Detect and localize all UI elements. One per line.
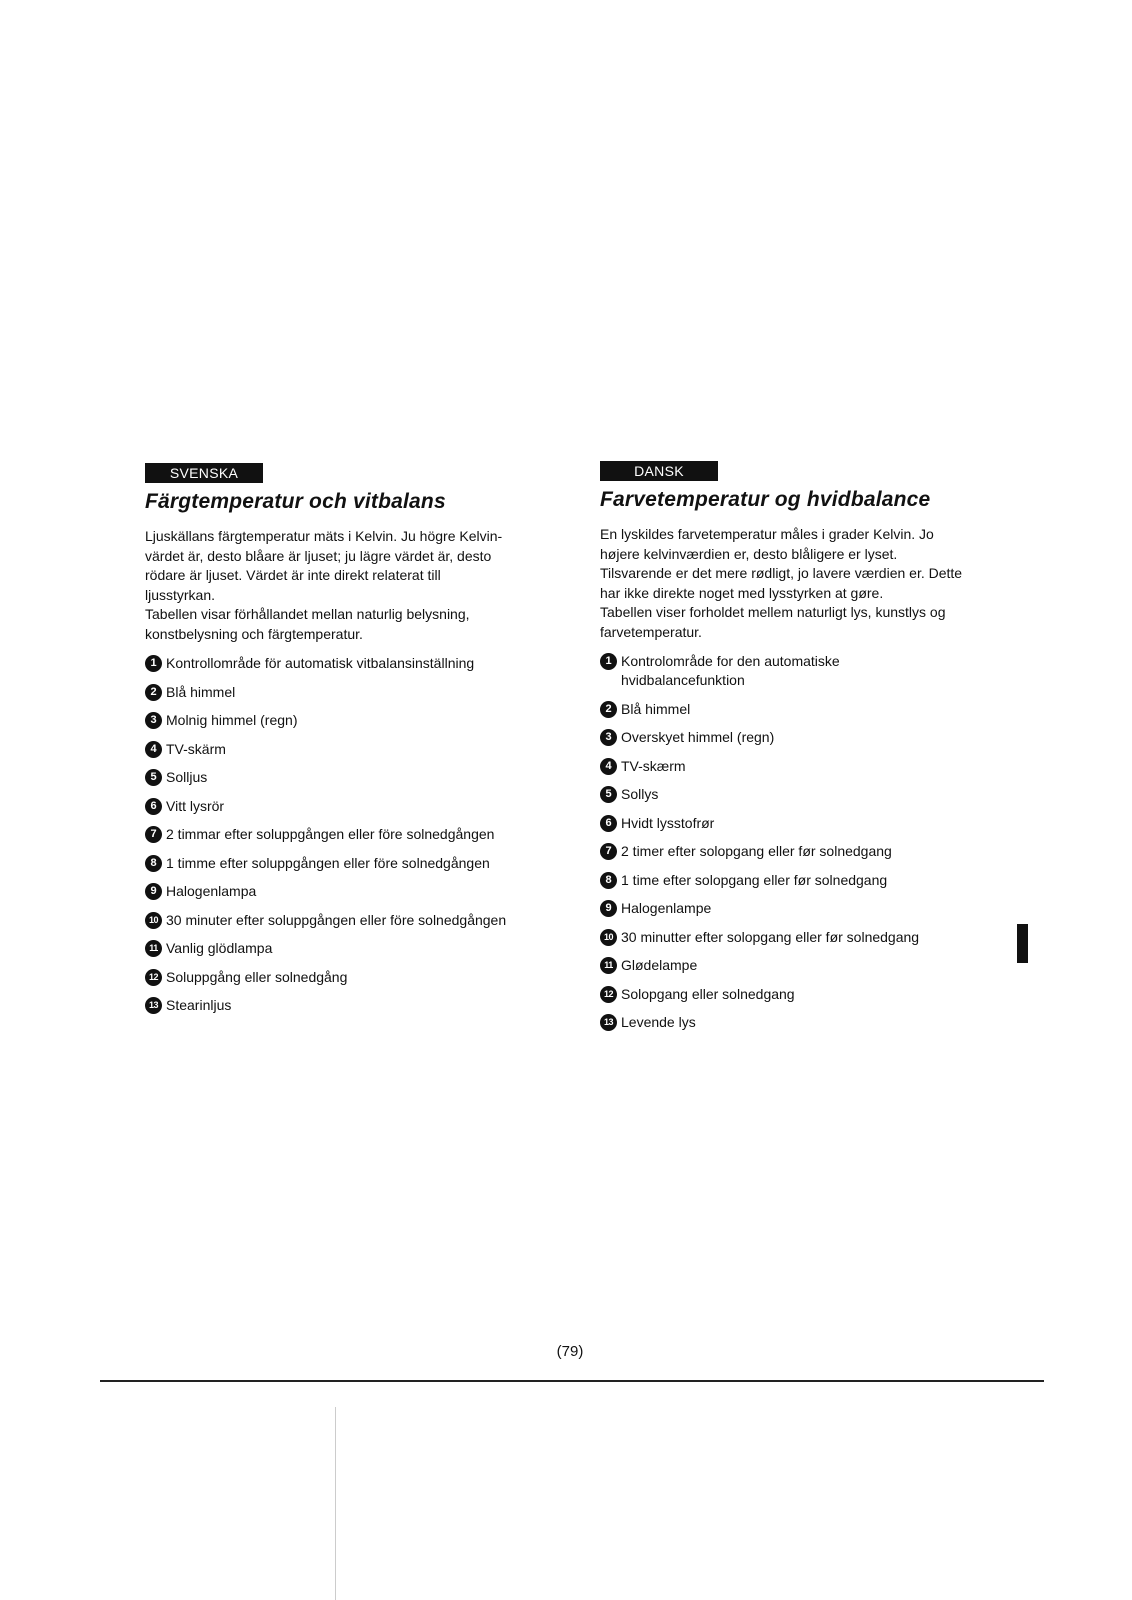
intro-line: højere kelvinværdien er, desto blåligere er lyset. bbox=[600, 545, 898, 562]
intro-line: Tabellen visar förhållandet mellan naturlig belysning, bbox=[145, 606, 470, 622]
dansk-column bbox=[600, 461, 1010, 1042]
number-badge: 2 bbox=[600, 701, 617, 718]
list-item-text: Overskyet himmel (regn) bbox=[621, 729, 775, 745]
intro-line: Tilsvarende er det mere rødligt, jo lavere værdien er. Dette bbox=[600, 565, 963, 581]
list-item bbox=[145, 968, 545, 987]
list-item-text: Soluppgång eller solnedgång bbox=[166, 968, 348, 985]
list-item bbox=[145, 911, 545, 930]
list-item-text: TV-skärm bbox=[166, 740, 226, 757]
list-item bbox=[145, 825, 545, 844]
footer-rule bbox=[100, 1380, 1044, 1382]
intro-line: En lyskildes farvetemperatur måles i grader Kelvin. Jo bbox=[600, 526, 934, 542]
list-item-text: 1 time efter solopgang eller før solnedgang bbox=[621, 871, 888, 888]
svenska-column bbox=[145, 463, 545, 1025]
list-item-text: Sollys bbox=[621, 786, 659, 802]
intro-line: Ljuskällans färgtemperatur mäts i Kelvin. Ju högre Kelvin- bbox=[145, 528, 503, 544]
section-title-svenska: Färgtemperatur och vitbalans bbox=[145, 490, 446, 513]
number-badge: 1 bbox=[145, 655, 162, 672]
number-badge: 3 bbox=[600, 729, 617, 746]
number-badge: 13 bbox=[600, 1014, 617, 1031]
intro-line: farvetemperatur. bbox=[600, 623, 702, 640]
intro-line: rödare är ljuset. Värdet är inte direkt relaterat till bbox=[145, 567, 441, 583]
list-item-text: Vanlig glödlampa bbox=[166, 940, 273, 956]
number-badge: 2 bbox=[145, 684, 162, 701]
list-item bbox=[600, 899, 1010, 918]
list-item-text: Blå himmel bbox=[621, 700, 691, 717]
number-badge: 12 bbox=[145, 969, 162, 986]
intro-line: konstbelysning och färgtemperatur. bbox=[145, 625, 363, 642]
list-item bbox=[145, 854, 545, 873]
list-item bbox=[145, 797, 545, 816]
page-number: (79) bbox=[556, 1343, 584, 1360]
number-badge: 5 bbox=[145, 769, 162, 786]
number-badge: 8 bbox=[600, 872, 617, 889]
list-item bbox=[145, 711, 545, 730]
list-item-text: Blå himmel bbox=[166, 683, 236, 700]
number-badge: 13 bbox=[145, 997, 162, 1014]
list-item bbox=[600, 785, 1010, 804]
intro-line: Tabellen viser forholdet mellem naturligt lys, kunstlys og bbox=[600, 604, 946, 620]
list-item-text: Stearinljus bbox=[166, 997, 232, 1013]
list-item-text: 2 timmar efter soluppgången eller före solnedgången bbox=[166, 826, 495, 842]
number-badge: 8 bbox=[145, 855, 162, 872]
intro-text-svenska bbox=[145, 527, 545, 644]
list-item bbox=[600, 728, 1010, 747]
list-item-text: 30 minutter efter solopgang eller før solnedgang bbox=[621, 928, 920, 945]
number-badge: 4 bbox=[145, 741, 162, 758]
legend-list-svenska bbox=[145, 654, 545, 1015]
list-item-text: 30 minuter efter soluppgången eller före solnedgången bbox=[166, 911, 507, 928]
list-item bbox=[145, 654, 545, 673]
number-badge: 5 bbox=[600, 786, 617, 803]
intro-line: ljusstyrkan. bbox=[145, 586, 216, 603]
intro-line: värdet är, desto blåare är ljuset; ju lägre värdet är, desto bbox=[145, 547, 492, 564]
list-item-text: TV-skærm bbox=[621, 757, 686, 774]
section-edge-marker bbox=[1017, 924, 1028, 963]
list-item bbox=[600, 985, 1010, 1004]
list-item bbox=[600, 928, 1010, 947]
number-badge: 9 bbox=[600, 900, 617, 917]
number-badge: 6 bbox=[600, 815, 617, 832]
list-item-text: Vitt lysrör bbox=[166, 797, 225, 814]
list-item-text: 1 timme efter soluppgången eller före solnedgången bbox=[166, 854, 490, 871]
number-badge: 3 bbox=[145, 712, 162, 729]
number-badge: 7 bbox=[145, 826, 162, 843]
list-item-text: Solljus bbox=[166, 769, 208, 785]
number-badge: 4 bbox=[600, 758, 617, 775]
list-item-text: Kontrolområde for den automatiske hvidbalancefunktion bbox=[621, 653, 840, 688]
number-badge: 6 bbox=[145, 798, 162, 815]
list-item-text: Molnig himmel (regn) bbox=[166, 712, 298, 728]
number-badge: 11 bbox=[145, 940, 162, 957]
list-item-text: Halogenlampe bbox=[621, 900, 712, 916]
number-badge: 1 bbox=[600, 653, 617, 670]
list-item bbox=[600, 842, 1010, 861]
intro-line: har ikke direkte noget med lysstyrken at gøre. bbox=[600, 584, 884, 601]
language-tag-dansk: DANSK bbox=[600, 461, 718, 481]
list-item-text: Solopgang eller solnedgang bbox=[621, 985, 795, 1002]
language-tag-svenska: SVENSKA bbox=[145, 463, 263, 483]
number-badge: 12 bbox=[600, 986, 617, 1003]
list-item-text: Halogenlampa bbox=[166, 883, 257, 899]
fold-line bbox=[335, 1407, 336, 1600]
number-badge: 10 bbox=[145, 912, 162, 929]
list-item-text: Hvidt lysstofrør bbox=[621, 814, 715, 831]
list-item bbox=[600, 814, 1010, 833]
legend-list-dansk bbox=[600, 652, 1010, 1032]
list-item-text: Glødelampe bbox=[621, 957, 698, 973]
list-item bbox=[600, 700, 1010, 719]
list-item bbox=[145, 768, 545, 787]
list-item bbox=[145, 882, 545, 901]
number-badge: 9 bbox=[145, 883, 162, 900]
list-item-text: 2 timer efter solopgang eller før solnedgang bbox=[621, 843, 892, 859]
list-item bbox=[600, 871, 1010, 890]
list-item bbox=[145, 740, 545, 759]
list-item-text: Levende lys bbox=[621, 1014, 696, 1030]
intro-text-dansk bbox=[600, 525, 1010, 642]
list-item bbox=[600, 1013, 1010, 1032]
list-item bbox=[145, 996, 545, 1015]
number-badge: 11 bbox=[600, 957, 617, 974]
number-badge: 7 bbox=[600, 843, 617, 860]
number-badge: 10 bbox=[600, 929, 617, 946]
list-item bbox=[600, 652, 1010, 690]
list-item bbox=[600, 956, 1010, 975]
list-item bbox=[600, 757, 1010, 776]
list-item bbox=[145, 683, 545, 702]
list-item-text: Kontrollområde för automatisk vitbalansinställning bbox=[166, 655, 475, 671]
section-title-dansk: Farvetemperatur og hvidbalance bbox=[600, 488, 931, 511]
list-item bbox=[145, 939, 545, 958]
